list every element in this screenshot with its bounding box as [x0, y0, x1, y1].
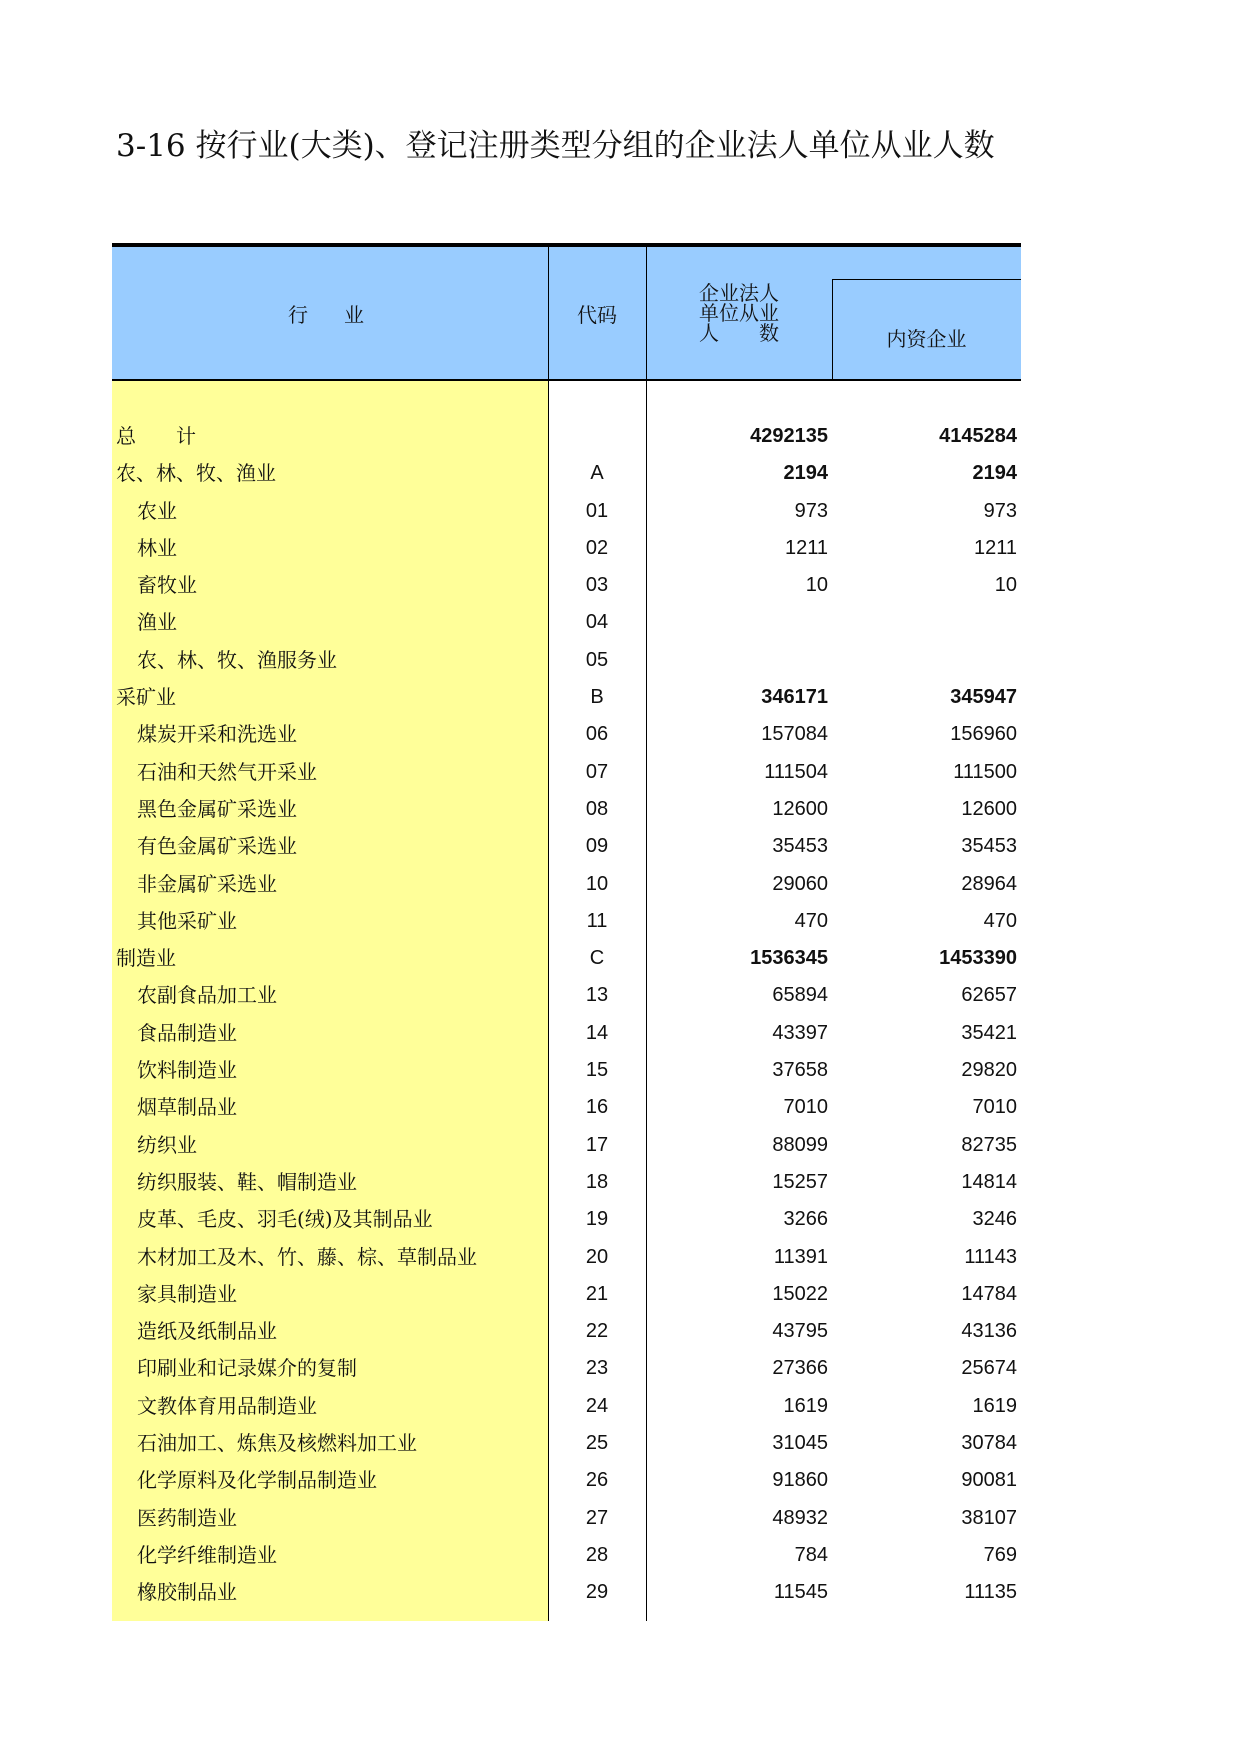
total-employees-cell: 470	[794, 909, 828, 932]
industry-code-cell: 15	[585, 1059, 609, 1082]
page-title: 3-16 按行业(大类)、登记注册类型分组的企业法人单位从业人数	[116, 128, 995, 164]
industry-name-cell: 橡胶制品业	[137, 1580, 237, 1605]
industry-code-cell: 29	[585, 1581, 609, 1604]
table-row	[112, 1276, 1021, 1313]
domestic-enterprises-cell: 156960	[950, 723, 1017, 746]
industry-name-cell: 造纸及纸制品业	[137, 1319, 277, 1344]
table-header	[112, 247, 1021, 379]
domestic-enterprises-cell: 345947	[950, 686, 1017, 709]
industry-code-cell: 19	[585, 1208, 609, 1231]
table-row	[112, 828, 1021, 865]
industry-code-cell: 03	[585, 574, 609, 597]
industry-code-cell: 16	[585, 1096, 609, 1119]
header-subgroup-rule	[832, 279, 1021, 280]
industry-name-cell: 渔业	[137, 610, 177, 635]
domestic-enterprises-cell: 12600	[961, 797, 1017, 820]
domestic-enterprises-cell: 973	[983, 499, 1017, 522]
domestic-enterprises-cell: 2194	[972, 462, 1017, 485]
industry-code-cell: A	[590, 462, 604, 485]
industry-name-cell: 有色金属矿采选业	[137, 834, 297, 859]
industry-code-cell: 02	[585, 536, 609, 559]
domestic-enterprises-cell: 10	[994, 574, 1017, 597]
total-employees-cell: 3266	[783, 1208, 828, 1231]
total-employees-cell: 111504	[764, 760, 828, 783]
domestic-enterprises-cell: 1619	[972, 1394, 1017, 1417]
domestic-enterprises-cell: 25674	[961, 1357, 1017, 1380]
total-employees-cell: 973	[794, 499, 828, 522]
industry-name-cell: 采矿业	[116, 685, 176, 710]
industry-code-cell: 05	[585, 648, 609, 671]
table-row	[112, 530, 1021, 567]
total-employees-cell: 31045	[772, 1432, 828, 1455]
header-total-line2: 单位从业	[699, 301, 779, 325]
total-employees-cell: 29060	[772, 872, 828, 895]
industry-name-cell: 农副食品加工业	[137, 983, 277, 1008]
table-row	[112, 1239, 1021, 1276]
table-row	[112, 903, 1021, 940]
table-row	[112, 866, 1021, 903]
industry-code-cell: 09	[585, 835, 609, 858]
industry-name-cell: 化学纤维制造业	[137, 1542, 277, 1567]
header-total-line3: 人 数	[699, 321, 779, 345]
industry-code-cell: 07	[585, 760, 609, 783]
domestic-enterprises-cell: 11143	[964, 1245, 1017, 1268]
total-employees-cell: 43397	[772, 1021, 828, 1044]
industry-name-cell: 煤炭开采和洗选业	[137, 722, 297, 747]
domestic-enterprises-cell: 7010	[972, 1096, 1017, 1119]
industry-code-cell: 25	[585, 1432, 609, 1455]
industry-name-cell: 木材加工及木、竹、藤、棕、草制品业	[137, 1244, 477, 1269]
industry-code-cell: B	[590, 686, 604, 709]
industry-name-cell: 文教体育用品制造业	[137, 1393, 317, 1418]
industry-code-cell: 23	[585, 1357, 609, 1380]
domestic-enterprises-cell: 1211	[973, 536, 1017, 559]
domestic-enterprises-cell: 90081	[961, 1469, 1017, 1492]
header-domestic-enterprises: 内资企业	[886, 327, 967, 351]
domestic-enterprises-cell: 111500	[953, 760, 1017, 783]
industry-code-cell: 17	[585, 1133, 609, 1156]
domestic-enterprises-cell: 14814	[961, 1170, 1017, 1193]
total-employees-cell: 2194	[783, 462, 828, 485]
industry-name-cell: 纺织服装、鞋、帽制造业	[137, 1169, 357, 1194]
industry-name-cell: 石油和天然气开采业	[137, 759, 317, 784]
total-employees-cell: 157084	[761, 723, 828, 746]
total-employees-cell: 784	[794, 1543, 828, 1566]
table-row	[112, 716, 1021, 753]
total-employees-cell: 12600	[772, 797, 828, 820]
table-row	[112, 1052, 1021, 1089]
domestic-enterprises-cell: 11135	[964, 1581, 1017, 1604]
table-row	[112, 1350, 1021, 1387]
table-row	[112, 791, 1021, 828]
total-employees-cell: 1536345	[750, 947, 828, 970]
industry-name-cell: 制造业	[116, 946, 176, 971]
table-row	[112, 567, 1021, 604]
industry-name-cell: 饮料制造业	[137, 1058, 237, 1083]
domestic-enterprises-cell: 29820	[961, 1059, 1017, 1082]
table-row	[112, 1127, 1021, 1164]
total-employees-cell: 35453	[772, 835, 828, 858]
table-row	[112, 642, 1021, 679]
industry-code-cell: 14	[585, 1021, 609, 1044]
table-row	[112, 418, 1021, 455]
domestic-enterprises-cell: 14784	[961, 1282, 1017, 1305]
industry-name-cell: 黑色金属矿采选业	[137, 796, 297, 821]
domestic-enterprises-cell: 30784	[961, 1432, 1017, 1455]
total-employees-cell: 10	[805, 574, 828, 597]
industry-code-cell: 11	[586, 909, 608, 932]
industry-code-cell: 13	[585, 984, 609, 1007]
total-employees-cell: 48932	[772, 1506, 828, 1529]
industry-code-cell: 28	[585, 1543, 609, 1566]
total-employees-cell: 11545	[773, 1581, 828, 1604]
table-row	[112, 1574, 1021, 1611]
table-row	[112, 977, 1021, 1014]
domestic-enterprises-cell: 470	[983, 909, 1017, 932]
industry-code-cell: 22	[585, 1320, 609, 1343]
table-row	[112, 1015, 1021, 1052]
table-row	[112, 1201, 1021, 1238]
industry-code-cell: 10	[585, 872, 609, 895]
table-row	[112, 1089, 1021, 1126]
industry-name-cell: 化学原料及化学制品制造业	[137, 1468, 377, 1493]
industry-name-cell: 石油加工、炼焦及核燃料加工业	[137, 1431, 417, 1456]
header-total-employees	[646, 283, 832, 343]
industry-name-cell: 农业	[137, 498, 177, 523]
industry-name-cell: 食品制造业	[137, 1020, 237, 1045]
industry-code-cell: C	[589, 947, 605, 970]
table-row	[112, 455, 1021, 492]
industry-code-cell: 04	[585, 611, 609, 634]
total-employees-cell: 27366	[772, 1357, 828, 1380]
industry-name-cell: 总 计	[116, 424, 196, 448]
industry-name-cell: 烟草制品业	[137, 1095, 237, 1120]
industry-name-cell: 农、林、牧、渔服务业	[137, 647, 337, 672]
domestic-enterprises-cell: 62657	[961, 984, 1017, 1007]
total-employees-cell: 1619	[783, 1394, 828, 1417]
table-row	[112, 1425, 1021, 1462]
industry-code-cell: 06	[585, 723, 609, 746]
total-employees-cell: 7010	[783, 1096, 828, 1119]
table-row	[112, 1462, 1021, 1499]
industry-name-cell: 其他采矿业	[137, 908, 237, 933]
data-table	[112, 243, 1021, 1621]
table-row	[112, 1164, 1021, 1201]
domestic-enterprises-cell: 4145284	[939, 425, 1017, 447]
header-total-line1: 企业法人	[699, 281, 779, 305]
table-row	[112, 679, 1021, 716]
industry-name-cell: 印刷业和记录媒介的复制	[137, 1356, 357, 1381]
total-employees-cell: 15022	[772, 1282, 828, 1305]
table-row	[112, 1500, 1021, 1537]
domestic-enterprises-cell: 43136	[961, 1320, 1017, 1343]
total-employees-cell: 11391	[773, 1245, 828, 1268]
total-employees-cell: 65894	[772, 984, 828, 1007]
table-row	[112, 604, 1021, 641]
industry-code-cell: 01	[585, 499, 609, 522]
domestic-enterprises-cell: 35453	[961, 835, 1017, 858]
total-employees-cell: 346171	[761, 686, 828, 709]
total-employees-cell: 4292135	[750, 425, 828, 447]
industry-code-cell: 26	[585, 1469, 609, 1492]
domestic-enterprises-cell: 1453390	[939, 947, 1017, 970]
domestic-enterprises-cell: 38107	[961, 1506, 1017, 1529]
domestic-enterprises-cell: 35421	[961, 1021, 1017, 1044]
industry-code-cell: 27	[585, 1506, 609, 1529]
industry-code-cell: 18	[585, 1170, 609, 1193]
industry-name-cell: 医药制造业	[137, 1505, 237, 1530]
industry-code-cell: 24	[585, 1394, 609, 1417]
table-row	[112, 493, 1021, 530]
industry-code-cell: 20	[585, 1245, 609, 1268]
total-employees-cell: 91860	[772, 1469, 828, 1492]
table-row	[112, 1388, 1021, 1425]
table-row	[112, 1537, 1021, 1574]
table-body	[112, 418, 1021, 1612]
domestic-enterprises-cell: 28964	[961, 872, 1017, 895]
table-row	[112, 940, 1021, 977]
total-employees-cell: 37658	[772, 1059, 828, 1082]
header-industry: 行 业	[288, 303, 372, 327]
industry-name-cell: 畜牧业	[137, 573, 197, 598]
industry-code-cell: 21	[585, 1282, 609, 1305]
total-employees-cell: 15257	[772, 1170, 828, 1193]
industry-name-cell: 家具制造业	[137, 1281, 237, 1306]
domestic-enterprises-cell: 3246	[972, 1208, 1017, 1231]
domestic-enterprises-cell: 82735	[961, 1133, 1017, 1156]
header-code: 代码	[577, 303, 617, 327]
table-row	[112, 1313, 1021, 1350]
industry-name-cell: 农、林、牧、渔业	[116, 461, 276, 486]
industry-name-cell: 皮革、毛皮、羽毛(绒)及其制品业	[137, 1207, 433, 1232]
total-employees-cell: 88099	[772, 1133, 828, 1156]
domestic-enterprises-cell: 769	[983, 1543, 1017, 1566]
total-employees-cell: 43795	[772, 1320, 828, 1343]
industry-name-cell: 林业	[137, 535, 177, 560]
industry-code-cell: 08	[585, 797, 609, 820]
table-row	[112, 754, 1021, 791]
total-employees-cell: 1211	[784, 536, 828, 559]
industry-name-cell: 非金属矿采选业	[137, 871, 277, 896]
industry-name-cell: 纺织业	[137, 1132, 197, 1157]
